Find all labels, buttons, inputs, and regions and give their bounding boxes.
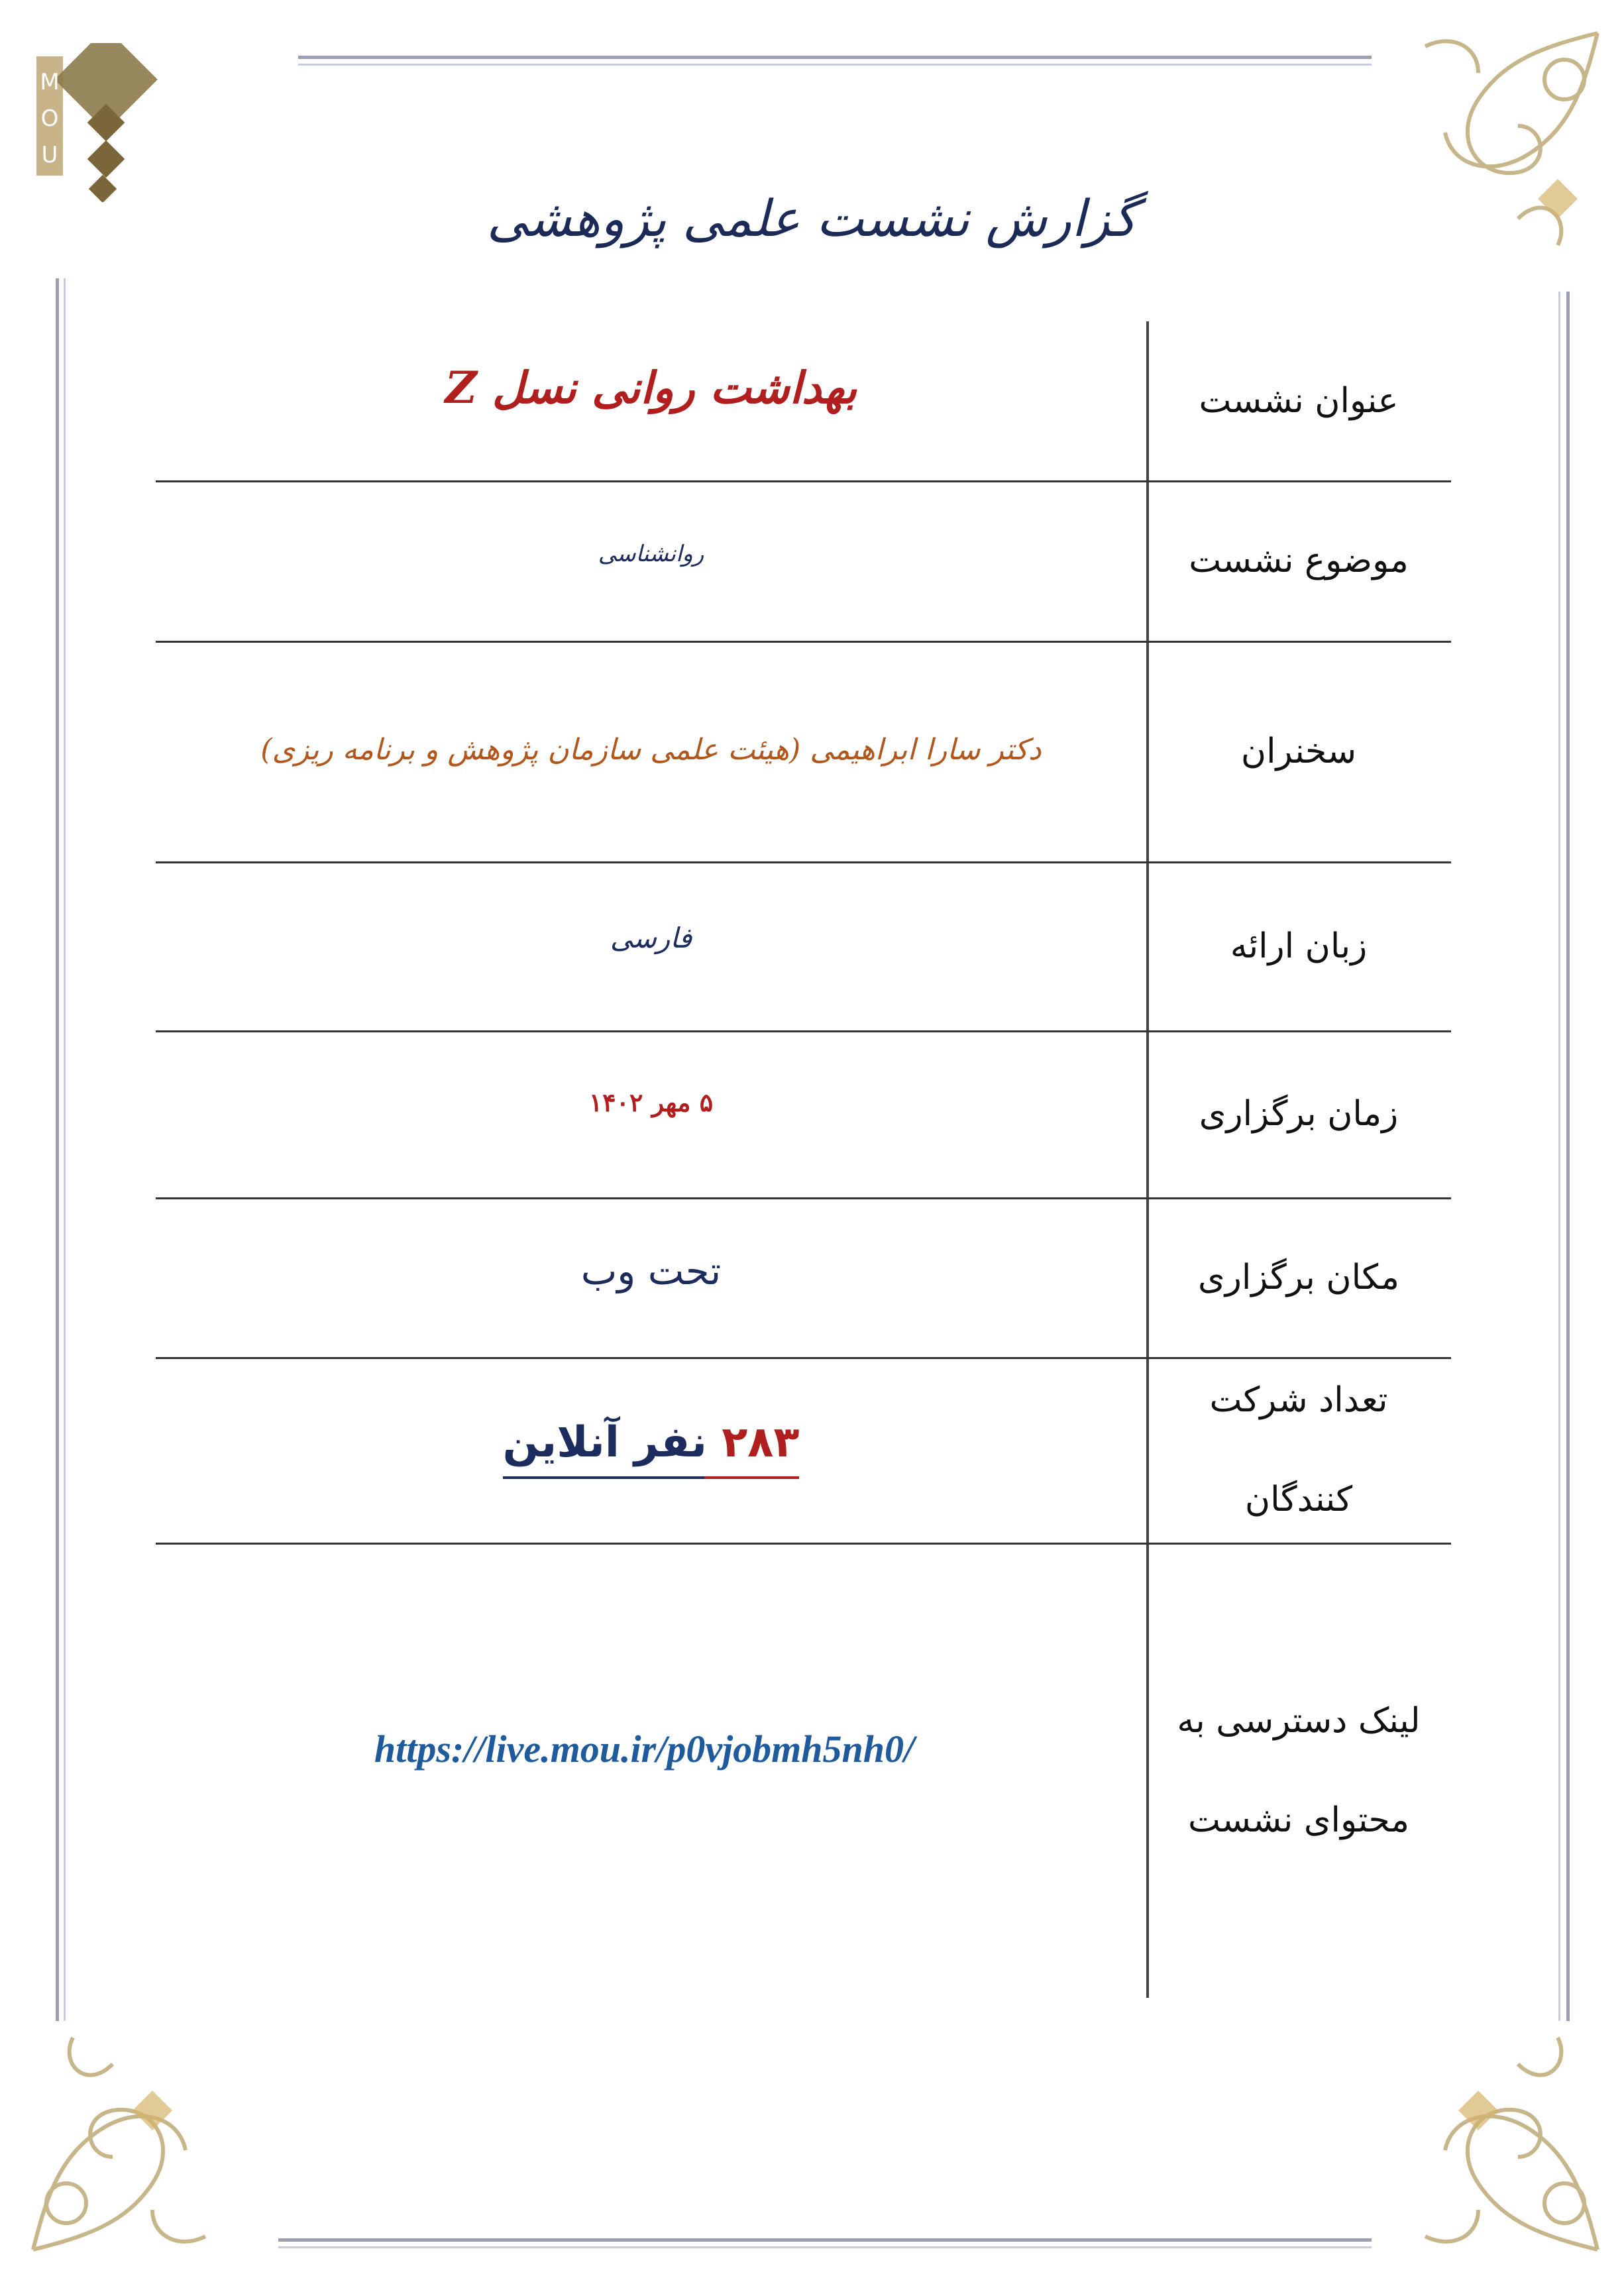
link-label [1146,1543,1451,1998]
participants-label-line2: کنندگان [1244,1480,1353,1519]
table-row-link [156,1543,1451,1998]
participants-text: نفر آنلاین [502,1417,707,1467]
participants-cell [156,1357,1146,1543]
session-subject-cell [156,480,1146,641]
corner-ornament-bottom-right [1346,1998,1611,2263]
frame-bottom-line-inner [278,2246,1372,2248]
table-row-speaker [156,641,1451,861]
frame-left-line [56,278,59,2021]
link-label-line2: محتوای نشست [1188,1800,1409,1840]
frame-top-line [298,56,1372,59]
session-title-cell [156,321,1146,480]
table-row-date [156,1030,1451,1197]
frame-right-line-inner [1558,292,1560,2021]
table-row-participants [156,1357,1451,1543]
frame-right-line [1566,292,1570,2021]
date-label: زمان برگزاری [1199,1094,1399,1134]
logo-letter-m: M [40,69,60,95]
speaker-value: دکتر سارا ابراهیمی (هیئت علمی سازمان پژوهش و برنامه ریزی) [260,732,1042,767]
participants-label-line1: تعداد شرکت [1209,1380,1388,1420]
participants-value [503,1418,800,1479]
language-cell [156,861,1146,1030]
table-row-session-subject [156,480,1451,641]
session-title-label: عنوان نشست [1199,381,1399,421]
session-subject-value: روانشناسی [598,541,704,567]
participants-underline-accent [704,1476,799,1479]
frame-top-line-inner [298,64,1372,66]
corner-ornament-bottom-left [20,1998,285,2263]
logo-letter-o: O [40,105,59,132]
frame-left-line-inner [64,278,66,2021]
speaker-cell [156,641,1146,861]
table-row-session-title [156,321,1451,480]
participants-number: ۲۸۳ [722,1417,800,1467]
speaker-label: سخنران [1240,731,1357,771]
session-subject-label: موضوع نشست [1189,541,1409,580]
content-link[interactable]: https://live.mou.ir/p0vjobmh5nh0/ [374,1727,915,1771]
language-value: فارسی [610,921,692,954]
page-title: گزارش نشست علمی پژوهشی [486,189,1138,248]
table-row-language [156,861,1451,1030]
place-label: مکان برگزاری [1198,1257,1400,1297]
date-value: ۵ مهر ۱۴۰۲ [588,1087,714,1117]
date-cell [156,1030,1146,1197]
link-cell [156,1543,1146,1998]
language-label: زبان ارائه [1230,926,1368,966]
session-title-value: بهداشت روانی نسل Z [445,362,857,413]
link-label-line1: لینک دسترسی به [1177,1700,1421,1741]
logo-letter-u: U [41,142,58,168]
frame-bottom-line [278,2238,1372,2242]
table-row-place [156,1197,1451,1357]
participants-label [1146,1357,1451,1543]
place-cell [156,1197,1146,1357]
report-table [156,321,1451,1998]
mou-logo [36,43,176,202]
place-value: تحت وب [580,1248,722,1293]
